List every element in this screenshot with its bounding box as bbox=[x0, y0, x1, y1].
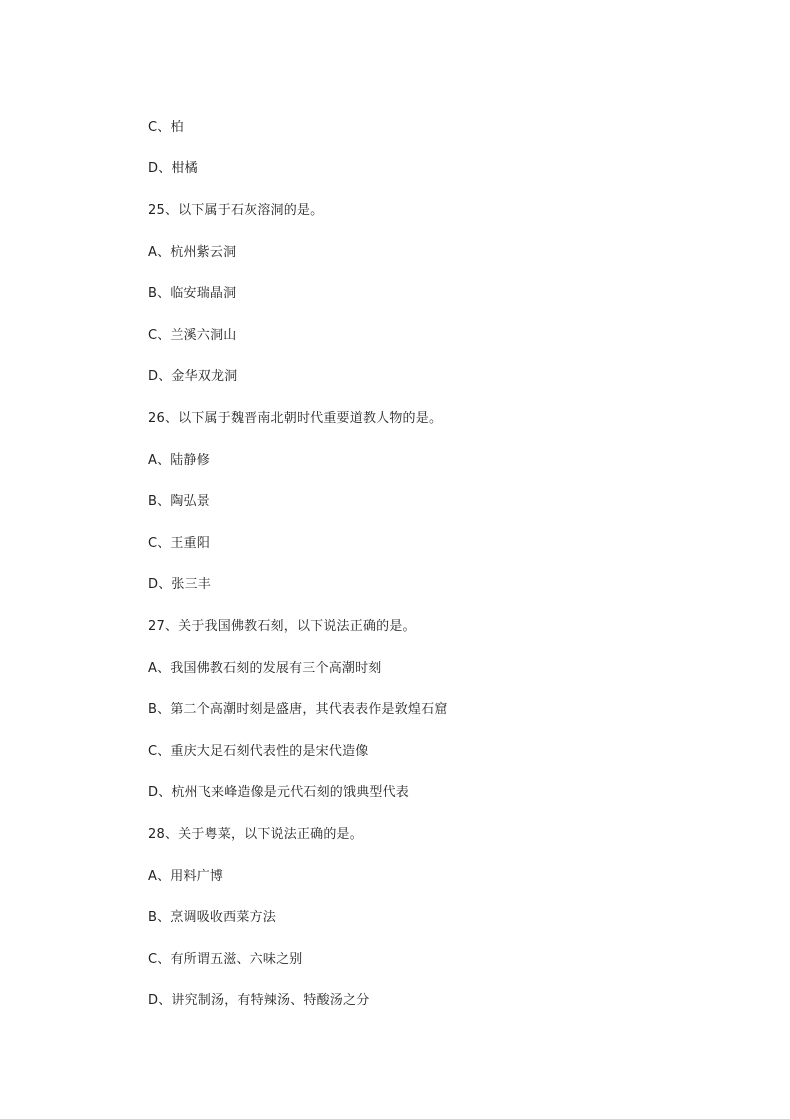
option-d-q24: D、柑橘 bbox=[148, 161, 198, 176]
option-c-q25: C、兰溪六洞山 bbox=[148, 328, 237, 343]
question-27: 27、关于我国佛教石刻，以下说法正确的是。 bbox=[148, 619, 416, 634]
question-25: 25、以下属于石灰溶洞的是。 bbox=[148, 203, 324, 218]
option-a-q28: A、用料广博 bbox=[148, 869, 224, 884]
option-a-q27: A、我国佛教石刻的发展有三个高潮时刻 bbox=[148, 661, 382, 676]
option-b-q28: B、烹调吸收西菜方法 bbox=[148, 910, 276, 925]
question-28: 28、关于粤菜，以下说法正确的是。 bbox=[148, 827, 363, 842]
option-b-q27: B、第二个高潮时刻是盛唐，其代表表作是敦煌石窟 bbox=[148, 702, 448, 717]
option-c-q27: C、重庆大足石刻代表性的是宋代造像 bbox=[148, 744, 369, 759]
option-d-q26: D、张三丰 bbox=[148, 577, 212, 592]
question-26: 26、以下属于魏晋南北朝时代重要道教人物的是。 bbox=[148, 411, 443, 426]
option-b-q26: B、陶弘景 bbox=[148, 494, 210, 509]
option-d-q27: D、杭州飞来峰造像是元代石刻的饿典型代表 bbox=[148, 785, 410, 800]
option-a-q26: A、陆静修 bbox=[148, 453, 210, 468]
option-a-q25: A、杭州紫云洞 bbox=[148, 245, 237, 260]
option-d-q25: D、金华双龙洞 bbox=[148, 369, 238, 384]
option-b-q25: B、临安瑞晶洞 bbox=[148, 286, 237, 301]
option-c-q28: C、有所谓五滋、六味之别 bbox=[148, 952, 303, 967]
option-c-q26: C、王重阳 bbox=[148, 536, 211, 551]
option-d-q28: D、讲究制汤，有特辣汤、特酸汤之分 bbox=[148, 993, 370, 1008]
option-c-q24: C、柏 bbox=[148, 120, 184, 135]
